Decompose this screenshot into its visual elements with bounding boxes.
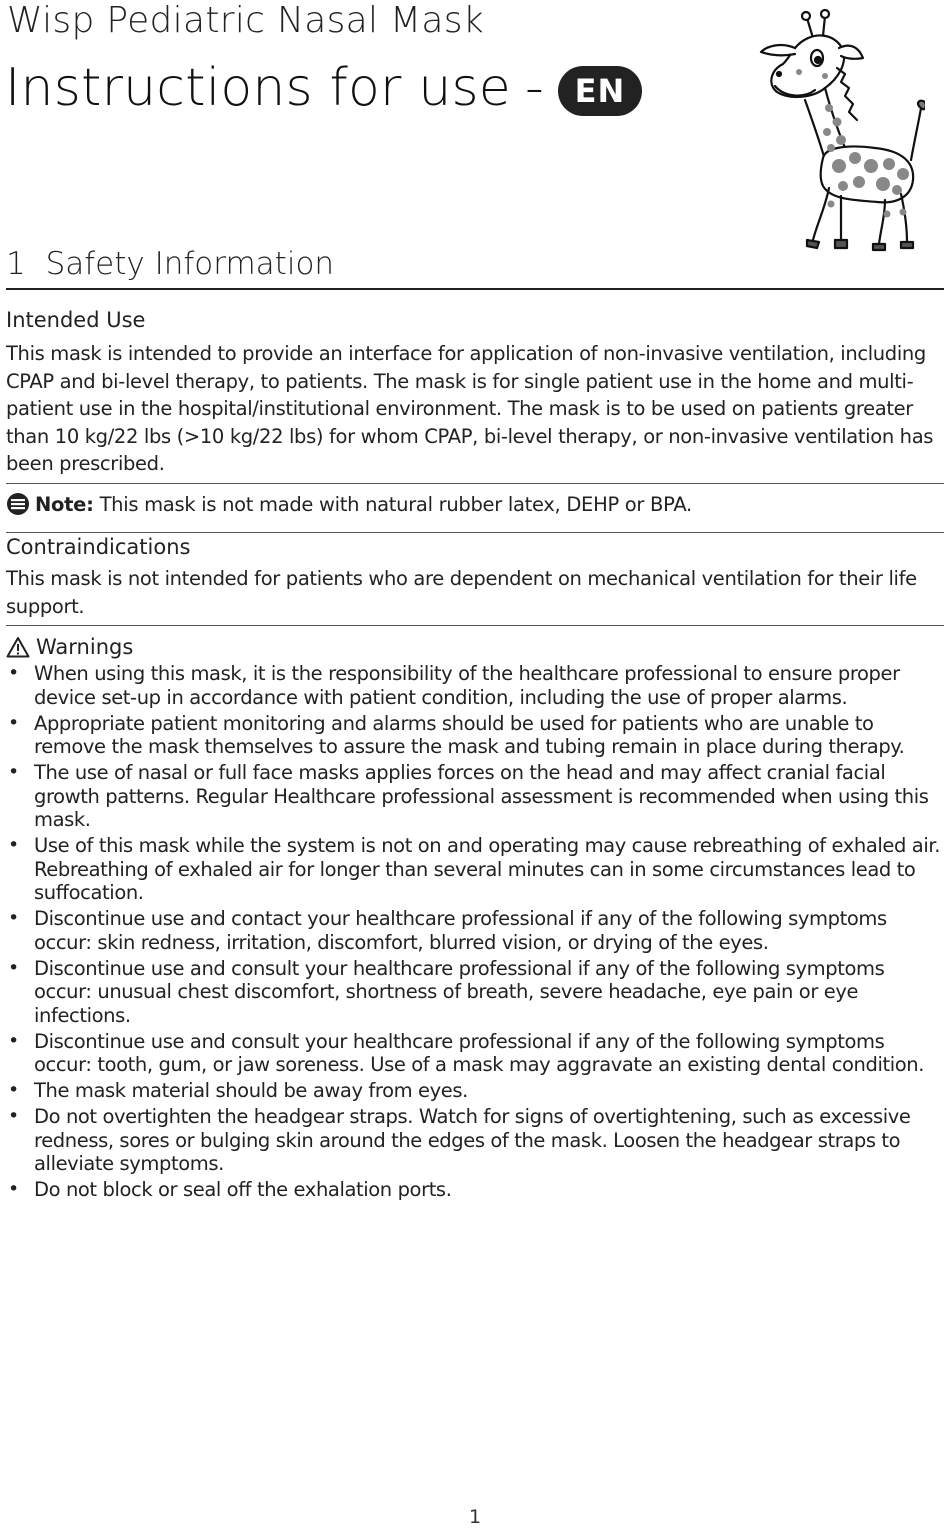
note-label: Note: xyxy=(35,492,94,516)
list-item-text: The mask material should be away from eyes. xyxy=(34,1079,468,1102)
warnings-list xyxy=(6,662,942,1204)
title-dash: - xyxy=(525,58,544,118)
list-item xyxy=(6,1178,942,1202)
note-divider-bottom xyxy=(6,532,944,533)
intended-use-heading: Intended Use xyxy=(6,308,146,332)
bullet: • xyxy=(8,662,19,684)
list-item-text: Appropriate patient monitoring and alarms should be used for patients who are unable to remove the mask themselves to assure the mask and tubing remain in place during therapy. xyxy=(34,711,905,758)
note-icon xyxy=(6,492,30,516)
list-item-text: Do not overtighten the headgear straps. Watch for signs of overtightening, such as excessive redness, sores or bulging skin around the edges of the mask. Loosen the headgear straps to alleviate symptoms. xyxy=(34,1105,911,1175)
contraindications-text: This mask is not intended for patients who are dependent on mechanical ventilation for their life support. xyxy=(6,567,917,618)
list-item-text: Use of this mask while the system is not on and operating may cause rebreathing of exhaled air. Rebreathing of exhaled air for longer than several minutes can in some circumstances lead to suffocation. xyxy=(34,834,940,904)
bullet: • xyxy=(8,907,19,929)
contraindications-heading: Contraindications xyxy=(6,535,191,559)
warnings-heading xyxy=(6,635,133,659)
document-title xyxy=(5,58,642,118)
list-item-text: Discontinue use and contact your healthcare professional if any of the following symptoms occur: skin redness, irritation, discomfort, blurred vision, or drying of the eyes. xyxy=(34,907,887,954)
section-heading xyxy=(6,246,334,282)
product-title: Wisp Pediatric Nasal Mask xyxy=(7,0,484,41)
list-item xyxy=(6,957,942,1028)
list-item-text: Do not block or seal off the exhalation ports. xyxy=(34,1178,452,1201)
bullet: • xyxy=(8,956,19,979)
list-item xyxy=(6,712,942,759)
list-item-text: Discontinue use and consult your healthcare professional if any of the following symptoms occur: tooth, gum, or jaw soreness. Use of a mask may aggravate an existing dental condition. xyxy=(34,1029,925,1076)
note-text: This mask is not made with natural rubber latex, DEHP or BPA. xyxy=(99,492,692,516)
list-item xyxy=(6,1079,942,1103)
warnings-divider xyxy=(6,625,944,626)
section-number: 1 xyxy=(6,246,26,282)
list-item xyxy=(6,834,942,905)
list-item-text: When using this mask, it is the responsibility of the healthcare professional to ensure proper device set-up in accordance with patient condition, including the use of proper alarms. xyxy=(34,662,900,709)
warning-triangle-icon xyxy=(6,636,30,658)
section-divider xyxy=(6,288,944,290)
bullet: • xyxy=(8,1029,19,1052)
note-divider-top xyxy=(6,483,944,484)
bullet: • xyxy=(8,1178,19,1200)
language-badge: EN xyxy=(558,66,642,116)
bullet: • xyxy=(8,1079,19,1101)
list-item-text: Discontinue use and consult your healthcare professional if any of the following symptoms occur: unusual chest discomfort, shortness of breath, severe headache, eye pain or eye infections. xyxy=(34,956,885,1027)
bullet: • xyxy=(8,761,19,783)
intended-use-text: This mask is intended to provide an interface for application of non-invasive ventilation, including CPAP and bi-level therapy, to patients. The mask is for single patient use in the home and multi-patient use in the hospital/institutional environment. The mask is to be used on patients greater than 10 kg/22 lbs (>10 kg/22 lbs) for whom CPAP, bi-level therapy, or non-invasive ventilation has been prescribed. xyxy=(6,342,934,475)
bullet: • xyxy=(8,834,19,856)
page-number: 1 xyxy=(468,1506,482,1528)
warnings-heading-text: Warnings xyxy=(36,635,134,659)
list-item xyxy=(6,907,942,954)
list-item xyxy=(6,1105,942,1176)
bullet: • xyxy=(8,1105,19,1127)
list-item-text: The use of nasal or full face masks applies forces on the head and may affect cranial facial growth patterns. Regular Healthcare professional assessment is recommended when using this mask. xyxy=(34,761,929,831)
list-item xyxy=(6,662,942,709)
section-title: Safety Information xyxy=(45,246,335,282)
document-title-text: Instructions for use xyxy=(5,58,511,118)
list-item xyxy=(6,761,942,832)
giraffe-illustration xyxy=(755,8,925,252)
list-item xyxy=(6,1030,942,1077)
bullet: • xyxy=(8,711,19,734)
note xyxy=(6,492,936,516)
